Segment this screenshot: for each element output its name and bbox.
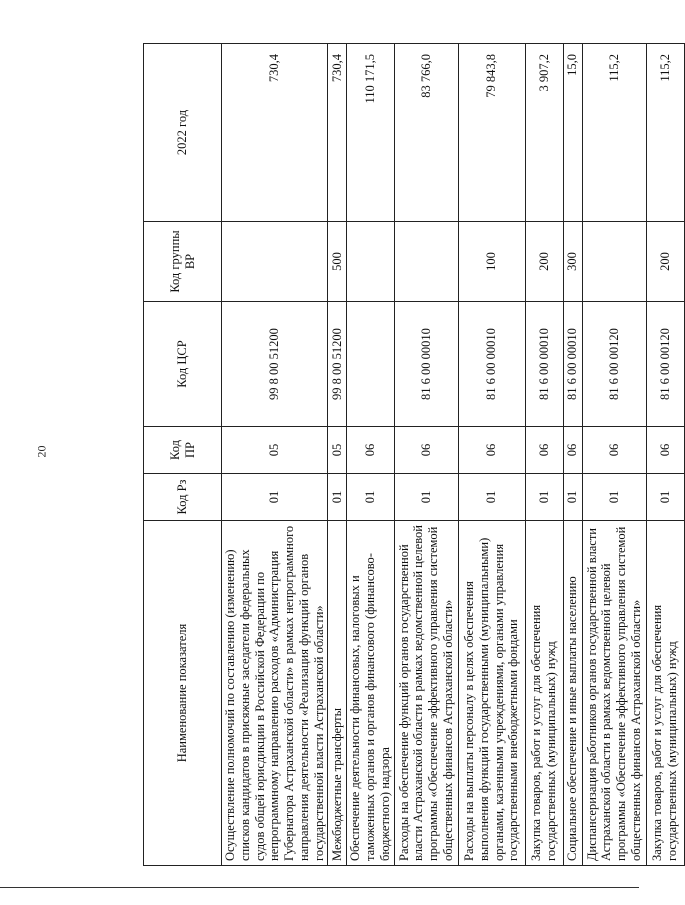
row-rz: 01 — [222, 474, 328, 521]
table-row — [563, 44, 582, 866]
row-amount: 3 907,2 — [525, 44, 563, 222]
row-amount: 79 843,8 — [458, 44, 525, 222]
row-vr — [582, 222, 646, 302]
table-row — [394, 44, 458, 866]
row-name: Расходы на обеспечение функций органов государственной власти Астраханской области в рамках ведомственной целевой программы «Обеспечение эффективного управления системой общественных финансов Астраханской области» — [394, 521, 458, 866]
row-csr: 99 8 00 51200 — [222, 302, 328, 427]
table-row — [222, 44, 328, 866]
row-rz: 01 — [646, 474, 684, 521]
row-amount: 115,2 — [582, 44, 646, 222]
row-vr: 100 — [458, 222, 525, 302]
row-pr: 06 — [347, 427, 394, 474]
rotated-content — [143, 44, 679, 866]
row-csr: 81 6 00 00120 — [646, 302, 684, 427]
row-amount: 115,2 — [646, 44, 684, 222]
table-header-row — [144, 44, 222, 866]
row-name: Закупка товаров, работ и услуг для обеспечения государственных (муниципальных) нужд — [525, 521, 563, 866]
row-pr: 06 — [646, 427, 684, 474]
row-vr: 200 — [646, 222, 684, 302]
row-pr: 05 — [222, 427, 328, 474]
header-name: Наименование показателя — [144, 521, 222, 866]
row-rz: 01 — [347, 474, 394, 521]
row-pr: 06 — [582, 427, 646, 474]
row-csr: 81 6 00 00120 — [582, 302, 646, 427]
row-csr: 81 6 00 00010 — [525, 302, 563, 427]
row-amount: 83 766,0 — [394, 44, 458, 222]
row-pr: 06 — [563, 427, 582, 474]
table-row — [582, 44, 646, 866]
row-name: Закупка товаров, работ и услуг для обеспечения государственных (муниципальных) нужд — [646, 521, 684, 866]
row-name: Обеспечение деятельности финансовых, налоговых и таможенных органов и органов финансового (финансово-бюджетного) надзора — [347, 521, 394, 866]
row-vr: 500 — [328, 222, 347, 302]
row-rz: 01 — [582, 474, 646, 521]
rotated-table-area — [143, 44, 679, 866]
row-name: Диспансеризация работников органов государственной власти Астраханской области в рамках ведомственной целевой программы «Обеспечение эффективного управления системой общественных финансов Астраханской области» — [582, 521, 646, 866]
row-rz: 01 — [328, 474, 347, 521]
table-row — [646, 44, 684, 866]
header-year: 2022 год — [144, 44, 222, 222]
table-row — [328, 44, 347, 866]
page-number: 20 — [34, 445, 49, 458]
row-pr: 05 — [328, 427, 347, 474]
row-name: Осуществление полномочий по составлению (изменению) списков кандидатов в присяжные заседатели федеральных судов общей юрисдикции в Российской Федерации по непрограммному направлению расходов «Администрация Губернатора Астраханской области» в рамках непрограммного направления деятельности «Реализация функций органов государственной власти Астраханской области» — [222, 521, 328, 866]
row-rz: 01 — [394, 474, 458, 521]
table-row — [347, 44, 394, 866]
row-pr: 06 — [525, 427, 563, 474]
row-pr: 06 — [458, 427, 525, 474]
header-csr: Код ЦСР — [144, 302, 222, 427]
row-name: Социальное обеспечение и иные выплаты населению — [563, 521, 582, 866]
row-csr: 81 6 00 00010 — [563, 302, 582, 427]
row-name: Расходы на выплаты персоналу в целях обеспечения выполнения функций государственными (муниципальными) органами, казенными учреждениями, органами управления государственными внебюджетными фондами — [458, 521, 525, 866]
row-amount: 730,4 — [222, 44, 328, 222]
row-vr: 200 — [525, 222, 563, 302]
row-csr — [347, 302, 394, 427]
row-vr — [347, 222, 394, 302]
row-amount: 15,0 — [563, 44, 582, 222]
row-vr: 300 — [563, 222, 582, 302]
row-rz: 01 — [458, 474, 525, 521]
row-csr: 81 6 00 00010 — [458, 302, 525, 427]
row-vr — [222, 222, 328, 302]
header-pr: Код ПР — [144, 427, 222, 474]
header-rz: Код Рз — [144, 474, 222, 521]
row-amount: 730,4 — [328, 44, 347, 222]
row-rz: 01 — [525, 474, 563, 521]
table-row — [458, 44, 525, 866]
table-row — [525, 44, 563, 866]
row-pr: 06 — [394, 427, 458, 474]
page-bottom-rule — [0, 887, 639, 888]
row-amount: 110 171,5 — [347, 44, 394, 222]
budget-table — [143, 43, 685, 866]
row-csr: 81 6 00 00010 — [394, 302, 458, 427]
row-csr: 99 8 00 51200 — [328, 302, 347, 427]
row-vr — [394, 222, 458, 302]
row-name: Межбюджетные трансферты — [328, 521, 347, 866]
row-rz: 01 — [563, 474, 582, 521]
header-vr: Код группы ВР — [144, 222, 222, 302]
